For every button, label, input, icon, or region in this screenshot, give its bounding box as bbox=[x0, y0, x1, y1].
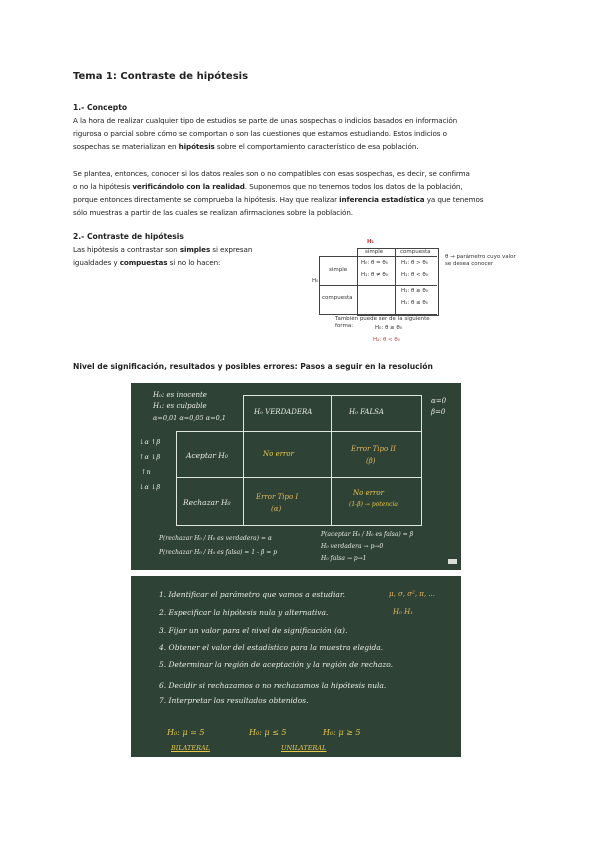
chalkboard-steps bbox=[131, 576, 461, 757]
text-line: A la hora de realizar cualquier tipo de estudios se parte de unas sospechas o indicios basados en información bbox=[73, 116, 458, 125]
cell-text: H₀: θ = θ₀ bbox=[361, 260, 388, 266]
step-item: 5. Determinar la región de aceptación y la región de rechazo. bbox=[159, 660, 394, 669]
text-line: Las hipótesis a contrastar son simples si expresan bbox=[73, 245, 253, 254]
chalk-eraser-icon bbox=[448, 559, 457, 564]
example-unilateral-2: H₀: μ ≥ 5 bbox=[323, 728, 361, 737]
row-accept: Aceptar H₀ bbox=[186, 451, 228, 460]
cell-text: H₁: θ < θ₀ bbox=[401, 272, 428, 278]
theta-note: θ → parámetro cuyo valor se desea conocer bbox=[445, 254, 516, 267]
formula-1: P(rechazar H₀ / H₀ es verdadera) = α bbox=[159, 535, 272, 542]
section-heading-concepto: 1.- Concepto bbox=[73, 103, 128, 112]
formula-2: P(aceptar H₀ / H₀ es falsa) = β bbox=[321, 531, 414, 538]
chalkboard-errors bbox=[131, 383, 461, 570]
step-item: 2. Especificar la hipótesis nula y alternativa. bbox=[159, 608, 329, 617]
also-note-2: forma: bbox=[335, 323, 354, 329]
text-line: porque entonces directamente se comprueba la hipótesis. Hay que realizar inferencia estadística ya que tenemos bbox=[73, 195, 484, 204]
cell-beta: (β) bbox=[366, 457, 376, 465]
side-alpha: α=0 bbox=[431, 397, 447, 405]
chalk-alpha: α=0,01 α=0,05 α=0,1 bbox=[153, 414, 226, 422]
chalk-h1: H₁: es culpable bbox=[153, 402, 207, 410]
label-bilateral: BILATERAL bbox=[171, 744, 210, 752]
h0-label: H₀ bbox=[312, 278, 319, 284]
label-unilateral: UNILATERAL bbox=[281, 744, 327, 752]
arrow-note: ↓α ↑β bbox=[139, 438, 161, 446]
cell-text: H₁: θ ≤ θ₀ bbox=[401, 300, 428, 306]
row-compuesta: compuesta bbox=[322, 295, 353, 301]
col-compuesta: compuesta bbox=[400, 249, 431, 255]
cell-text: H₁: θ ≥ θ₀ bbox=[401, 288, 428, 294]
text-line: sospechas se materializan en hipótesis sobre el comportamiento característico de esa población. bbox=[73, 142, 419, 151]
col-simple: simple bbox=[365, 249, 384, 255]
cell-alpha: (α) bbox=[271, 505, 282, 513]
text-line: o no la hipótesis verificándolo con la realidad. Suponemos que no tenemos todos los datos de la población, bbox=[73, 182, 463, 191]
cell-error-1: Error Tipo I bbox=[256, 493, 299, 501]
paragraph-1 bbox=[73, 114, 527, 153]
text-line: sólo muestras a partir de las cuales se realizan afirmaciones sobre la población. bbox=[73, 208, 353, 217]
cell-no-error-2: No error bbox=[353, 489, 384, 497]
arrow-note: ↑n bbox=[141, 468, 151, 476]
section-heading-contraste: 2.- Contraste de hipótesis bbox=[73, 232, 184, 241]
text-line: Se plantea, entonces, conocer si los datos reales son o no compatibles con esas sospechas, es decir, se confirma bbox=[73, 169, 470, 178]
cell-error-2: Error Tipo II bbox=[351, 445, 396, 453]
row-simple: simple bbox=[329, 267, 348, 273]
cell-no-error-1: No error bbox=[263, 450, 294, 458]
formula-5: H₀ falsa → p→1 bbox=[321, 555, 367, 562]
side-beta: β=0 bbox=[431, 408, 446, 416]
formula-4: H₀ verdadera → p→0 bbox=[321, 543, 384, 550]
text-line: igualdades y compuestas si no lo hacen: bbox=[73, 258, 221, 267]
example-unilateral-1: H₀: μ ≤ 5 bbox=[249, 728, 287, 737]
step-item: 1. Identificar el parámetro que vamos a estudiar. bbox=[159, 590, 346, 599]
step-item: 4. Obtener el valor del estadístico para la muestra elegida. bbox=[159, 643, 384, 652]
cell-power: (1-β) → potencia bbox=[349, 501, 398, 508]
paragraph-2 bbox=[73, 167, 527, 219]
arrow-note: ↑α ↓β bbox=[139, 453, 161, 461]
h0-h1-note: H₀ H₁ bbox=[393, 608, 414, 616]
also-note-1: También puede ser de la siguiente bbox=[335, 316, 430, 322]
text-line: rigurosa o parcial sobre cómo se comportan o son las cuestiones que estamos estudiando. Estos indicios o bbox=[73, 129, 447, 138]
step-item: 3. Fijar un valor para el nivel de significación (α). bbox=[159, 626, 348, 635]
cell-text: H₁: θ ≠ θ₀ bbox=[361, 272, 388, 278]
chalk-h0: H₀: es inocente bbox=[153, 391, 207, 399]
formula-3: P(rechazar H₀ / H₀ es falsa) = 1 - β = p bbox=[159, 549, 278, 556]
head-false: H₀ FALSA bbox=[349, 408, 384, 416]
form-line: H₁: θ < θ₀ bbox=[373, 337, 400, 343]
head-true: H₀ VERDADERA bbox=[254, 408, 313, 416]
step-item: 6. Decidir si rechazamos o no rechazamos la hipótesis nula. bbox=[159, 681, 387, 690]
h1-label: H₁ bbox=[367, 239, 375, 245]
page-title: Tema 1: Contraste de hipótesis bbox=[73, 71, 249, 82]
section-heading-nivel: Nivel de significación, resultados y posibles errores: Pasos a seguir en la resolución bbox=[73, 362, 433, 371]
params-note: μ, σ, σ², π, ... bbox=[389, 590, 435, 598]
hypothesis-table-figure bbox=[305, 238, 565, 350]
example-bilateral: H₀: μ = 5 bbox=[167, 728, 205, 737]
cell-text: H₁: θ > θ₀ bbox=[401, 260, 428, 266]
row-reject: Rechazar H₀ bbox=[183, 498, 231, 507]
arrow-note: ↓α ↓β bbox=[139, 483, 161, 491]
step-item: 7. Interpretar los resultados obtenidos. bbox=[159, 696, 309, 705]
paragraph-3 bbox=[73, 243, 299, 269]
form-line: H₀: θ ≥ θ₀ bbox=[375, 325, 402, 331]
